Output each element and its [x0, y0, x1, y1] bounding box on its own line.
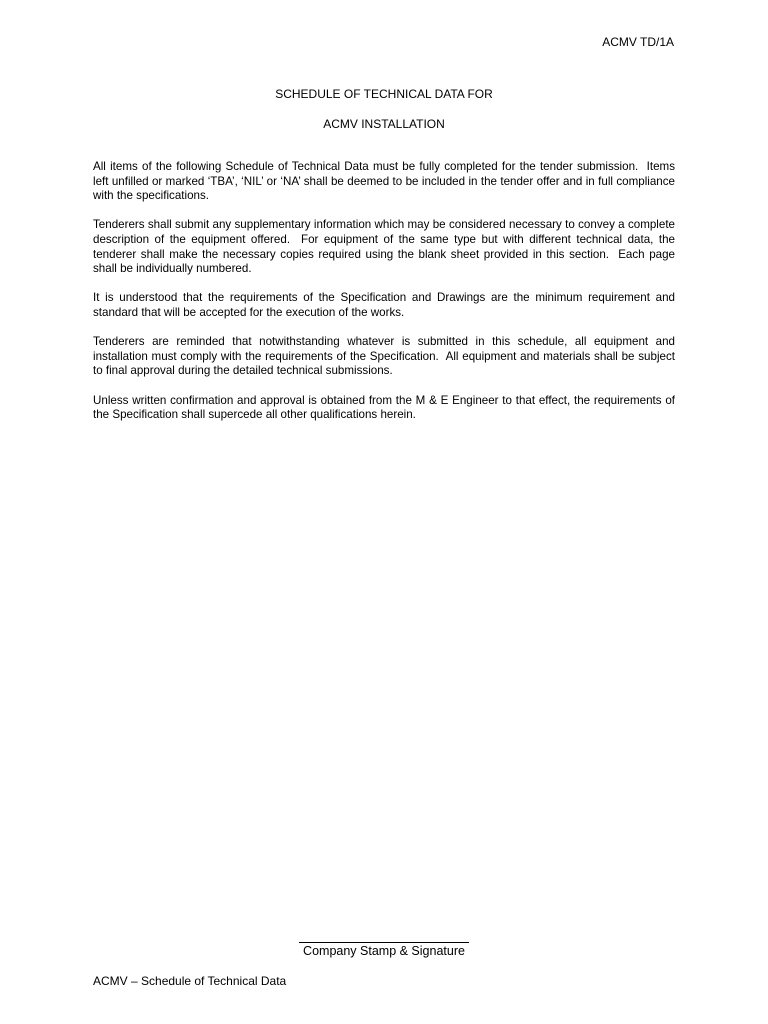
document-title-line-1: SCHEDULE OF TECHNICAL DATA FOR — [275, 87, 493, 101]
paragraph-specification-precedence: Unless written confirmation and approval is obtained from the M & E Engineer to that effect, the requirements of the Specification shall supercede all other qualifications herein. — [93, 393, 679, 422]
document-body — [93, 160, 679, 437]
signature-line — [299, 942, 469, 943]
paragraph-completion-requirement: All items of the following Schedule of Technical Data must be fully completed for the tender submission. Items left unfilled or marked ‘TBA’, ‘NIL’ or ‘NA’ shall be deemed to be included in the tender offer and in full compliance with the specifications. — [93, 160, 679, 203]
paragraph-minimum-requirement: It is understood that the requirements of the Specification and Drawings are the minimum requirement and standard that will be accepted for the execution of the works. — [93, 291, 679, 319]
paragraph-compliance-reminder: Tenderers are reminded that notwithstanding whatever is submitted in this schedule, all equipment and installation must comply with the requirements of the Specification. All equipment and materials shall be subject to final approval during the detailed technical submissions. — [93, 335, 679, 378]
document-title-line-2: ACMV INSTALLATION — [323, 117, 445, 131]
document-reference: ACMV TD/1A — [602, 35, 674, 49]
paragraph-supplementary-information: Tenderers shall submit any supplementary information which may be considered necessary to convey a complete description of the equipment offered. For equipment of the same type but with different technical data, the tenderer shall make the necessary copies required using the blank sheet provided in this section. Each page shall be individually numbered. — [93, 218, 679, 276]
signature-block — [0, 930, 768, 959]
signature-label: Company Stamp & Signature — [303, 944, 465, 958]
page-footer: ACMV – Schedule of Technical Data — [93, 974, 287, 988]
